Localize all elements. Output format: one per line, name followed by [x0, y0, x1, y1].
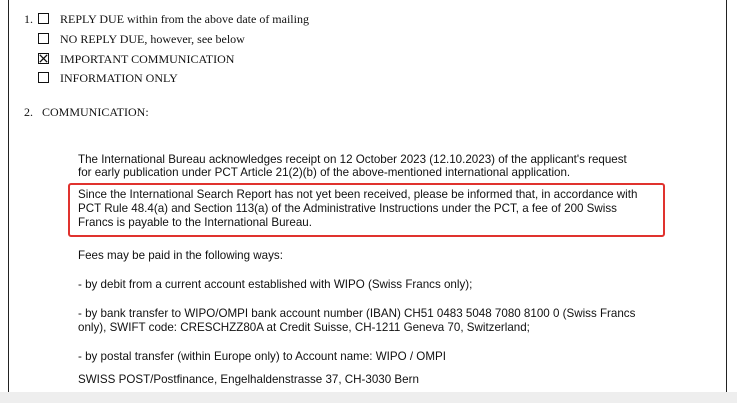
page-border-left: [8, 0, 9, 392]
option-reply-due-label: REPLY DUE within from the above date of mailing: [60, 12, 309, 26]
fee-notice-line-3: Francs is payable to the International Bureau.: [78, 216, 312, 229]
payment-way-bank-line-2: only), SWIFT code: CRESCHZZ80A at Credit Suisse, CH-1211 Geneva 70, Switzerland;: [78, 321, 530, 334]
checkbox-no-reply-due[interactable]: [38, 33, 49, 44]
option-information-only-label: INFORMATION ONLY: [60, 71, 178, 85]
option-important-communication-label: IMPORTANT COMMUNICATION: [60, 52, 235, 66]
acknowledgement-line-1: The International Bureau acknowledges receipt on 12 October 2023 (12.10.2023) of the applicant's request: [78, 153, 627, 166]
checkbox-important-communication[interactable]: [38, 53, 49, 64]
checkbox-reply-due[interactable]: [38, 13, 49, 24]
page-border-right: [726, 0, 727, 392]
section-1-number: 1.: [24, 12, 33, 26]
bottom-strip: [0, 392, 737, 403]
acknowledgement-line-2: for early publication under PCT Article 21(2)(b) of the above-mentioned international application.: [78, 166, 571, 179]
payment-way-bank-line-1: - by bank transfer to WIPO/OMPI bank account number (IBAN) CH51 0483 5048 7080 8100 0 (Swiss Francs: [78, 307, 636, 320]
fee-notice-line-1: Since the International Search Report has not yet been received, please be informed that, in accordance with: [78, 188, 638, 201]
payment-way-postal: - by postal transfer (within Europe only) to Account name: WIPO / OMPI: [78, 350, 446, 363]
fees-intro: Fees may be paid in the following ways:: [78, 249, 283, 262]
communication-heading: COMMUNICATION:: [42, 105, 149, 119]
checkmark-x-icon: [39, 54, 48, 63]
option-no-reply-due-label: NO REPLY DUE, however, see below: [60, 32, 245, 46]
section-2-number: 2.: [24, 105, 33, 119]
payment-way-debit: - by debit from a current account established with WIPO (Swiss Francs only);: [78, 278, 473, 291]
postal-address: SWISS POST/Postfinance, Engelhaldenstrasse 37, CH-3030 Bern: [78, 373, 419, 386]
checkbox-information-only[interactable]: [38, 72, 49, 83]
fee-notice-line-2: PCT Rule 48.4(a) and Section 113(a) of the Administrative Instructions under the PCT, a fee of 200 Swiss: [78, 202, 617, 215]
